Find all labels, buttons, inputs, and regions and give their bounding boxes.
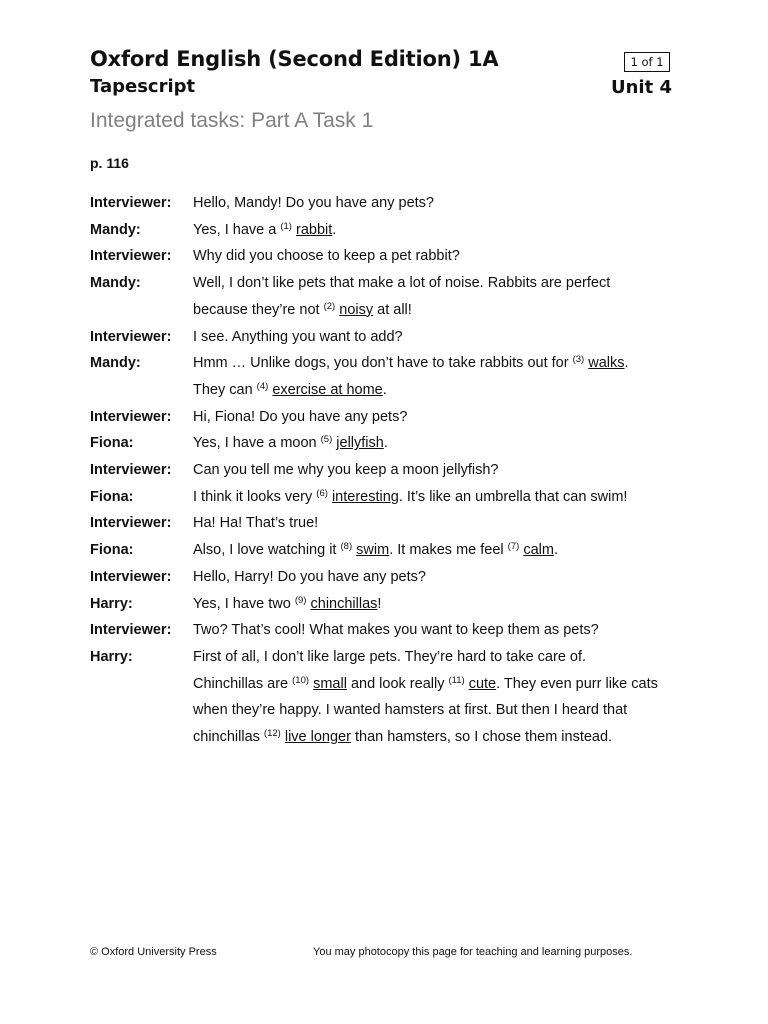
- speech-line: [193, 484, 690, 511]
- speech-fragment: .: [382, 381, 387, 398]
- footer-note: You may photocopy this page for teaching and learning purposes.: [313, 946, 633, 958]
- speech-text: [193, 190, 690, 217]
- dialogue-turn: [90, 564, 690, 591]
- speech-fragment: .: [624, 355, 629, 372]
- speaker-name: Mandy:: [90, 355, 141, 372]
- speech-line: [193, 591, 690, 618]
- speech-fragment: Two? That’s cool! What makes you want to keep them as pets?: [193, 622, 599, 639]
- answer-word: noisy: [339, 301, 374, 318]
- speech-fragment: !: [377, 595, 382, 612]
- speech-fragment: .: [383, 435, 388, 452]
- dialogue-turn: [90, 243, 690, 270]
- blank-number: (9): [294, 594, 307, 606]
- speaker-name: Fiona:: [90, 488, 134, 505]
- dialogue-turn: [90, 617, 690, 644]
- speech-line: [193, 350, 690, 377]
- blank-number: (6): [316, 487, 328, 499]
- speech-line: [193, 243, 690, 270]
- speech-fragment: Why did you choose to keep a pet rabbit?: [193, 248, 460, 265]
- speaker-name: Fiona:: [90, 435, 134, 452]
- speech-text: [193, 484, 690, 511]
- dialogue-turn: [90, 644, 690, 751]
- document-subtitle: Tapescript: [90, 76, 196, 97]
- speech-text: [193, 243, 690, 270]
- dialogue-turn: [90, 190, 690, 217]
- speaker-name: Harry:: [90, 648, 133, 665]
- dialogue-turn: [90, 591, 690, 618]
- dialogue-turn: [90, 350, 690, 403]
- speech-line: [193, 510, 690, 537]
- footer-copyright: © Oxford University Press: [90, 946, 217, 958]
- blank-number: (5): [320, 434, 333, 446]
- speech-fragment: and look really: [346, 675, 449, 692]
- blank-number: (7): [507, 541, 520, 553]
- speech-line: [193, 697, 690, 724]
- answer-word: chinchillas: [310, 595, 378, 612]
- speech-line: [193, 190, 690, 217]
- speech-text: [193, 404, 690, 431]
- speech-line: [193, 324, 690, 351]
- speech-line: [193, 430, 690, 457]
- speech-fragment: Chinchillas are: [193, 675, 293, 692]
- speech-line: [193, 564, 690, 591]
- speech-fragment: Yes, I have a: [193, 221, 281, 238]
- speaker-name: Interviewer:: [90, 328, 172, 345]
- speaker-name: Interviewer:: [90, 622, 172, 639]
- answer-word: walks: [588, 355, 625, 372]
- speech-fragment: . They even purr like cats: [496, 675, 658, 692]
- speech-fragment: because they’re not: [193, 301, 324, 318]
- dialogue-turn: [90, 457, 690, 484]
- speech-text: [193, 617, 690, 644]
- speech-text: [193, 564, 690, 591]
- speech-line: [193, 297, 690, 324]
- blank-number: (11): [448, 674, 465, 686]
- dialogue-turn: [90, 217, 690, 244]
- speech-fragment: Hello, Mandy! Do you have any pets?: [193, 195, 434, 211]
- speech-text: [193, 217, 690, 244]
- blank-number: (3): [572, 354, 585, 366]
- speech-line: [193, 270, 690, 297]
- speech-fragment: They can: [193, 381, 257, 398]
- speech-fragment: chinchillas: [193, 729, 264, 746]
- blank-number: (8): [340, 541, 353, 553]
- speech-text: [193, 457, 690, 484]
- speech-text: [193, 537, 690, 564]
- speech-text: [193, 430, 690, 457]
- speech-fragment: Hi, Fiona! Do you have any pets?: [193, 408, 408, 425]
- speech-fragment: Hmm … Unlike dogs, you don’t have to take rabbits out for: [193, 355, 573, 372]
- speech-line: [193, 671, 690, 698]
- answer-word: jellyfish: [336, 435, 384, 452]
- speech-text: [193, 270, 690, 323]
- speech-fragment: at all!: [373, 301, 412, 318]
- tapescript-dialogue: [90, 190, 690, 751]
- dialogue-turn: [90, 404, 690, 431]
- task-title: Integrated tasks: Part A Task 1: [90, 109, 374, 132]
- speaker-name: Harry:: [90, 595, 133, 612]
- speech-line: [193, 537, 690, 564]
- unit-label: Unit 4: [611, 77, 672, 98]
- blank-number: (12): [263, 728, 281, 740]
- blank-number: (4): [256, 380, 269, 392]
- speaker-name: Interviewer:: [90, 515, 172, 532]
- speech-fragment: Yes, I have two: [193, 595, 295, 612]
- dialogue-turn: [90, 537, 690, 564]
- speech-fragment: First of all, I don’t like large pets. They’re hard to take care of.: [193, 648, 587, 665]
- speech-text: [193, 644, 690, 751]
- speech-fragment: than hamsters, so I chose them instead.: [350, 729, 613, 746]
- speech-fragment: Yes, I have a moon: [193, 435, 321, 452]
- answer-word: rabbit: [296, 221, 333, 238]
- answer-word: interesting: [331, 488, 399, 505]
- speech-fragment: when they’re happy. I wanted hamsters at first. But then I heard that: [193, 702, 628, 719]
- speaker-name: Interviewer:: [90, 248, 172, 265]
- speech-text: [193, 324, 690, 351]
- speech-line: [193, 617, 690, 644]
- speech-fragment: I think it looks very: [193, 488, 317, 505]
- speech-fragment: Ha! Ha! That’s true!: [193, 515, 319, 532]
- blank-number: (10): [292, 674, 310, 686]
- page-indicator: 1 of 1: [624, 52, 670, 72]
- speaker-name: Mandy:: [90, 275, 141, 292]
- speech-line: [193, 217, 690, 244]
- speaker-name: Interviewer:: [90, 408, 172, 425]
- speech-fragment: I see. Anything you want to add?: [193, 328, 403, 345]
- dialogue-turn: [90, 270, 690, 323]
- speaker-name: Interviewer:: [90, 568, 172, 585]
- speech-text: [193, 510, 690, 537]
- speech-fragment: Also, I love watching it: [193, 542, 341, 559]
- speech-fragment: . It’s like an umbrella that can swim!: [398, 488, 628, 505]
- speech-line: [193, 644, 690, 671]
- speech-fragment: Hello, Harry! Do you have any pets?: [193, 568, 426, 585]
- dialogue-turn: [90, 510, 690, 537]
- dialogue-turn: [90, 324, 690, 351]
- speech-line: [193, 377, 690, 404]
- speech-text: [193, 591, 690, 618]
- speech-line: [193, 724, 690, 751]
- blank-number: (2): [323, 300, 336, 312]
- answer-word: live longer: [284, 729, 351, 746]
- dialogue-turn: [90, 430, 690, 457]
- document-title: Oxford English (Second Edition) 1A: [90, 47, 499, 71]
- speech-line: [193, 457, 690, 484]
- speaker-name: Interviewer:: [90, 462, 172, 479]
- answer-word: cute: [468, 675, 497, 692]
- answer-word: small: [313, 675, 347, 692]
- speech-line: [193, 404, 690, 431]
- blank-number: (1): [280, 220, 292, 232]
- speaker-name: Interviewer:: [90, 195, 172, 211]
- speech-fragment: .: [332, 221, 337, 238]
- page-reference: p. 116: [90, 155, 129, 171]
- speech-fragment: Well, I don’t like pets that make a lot of noise. Rabbits are perfect: [193, 275, 611, 292]
- speech-text: [193, 350, 690, 403]
- speech-fragment: Can you tell me why you keep a moon jellyfish?: [193, 462, 499, 479]
- dialogue-turn: [90, 484, 690, 511]
- answer-word: exercise at home: [272, 381, 383, 398]
- answer-word: calm: [523, 542, 554, 559]
- answer-word: swim: [356, 542, 390, 559]
- speech-fragment: .: [553, 542, 558, 559]
- speech-fragment: . It makes me feel: [389, 542, 508, 559]
- speaker-name: Fiona:: [90, 542, 134, 559]
- speaker-name: Mandy:: [90, 221, 141, 238]
